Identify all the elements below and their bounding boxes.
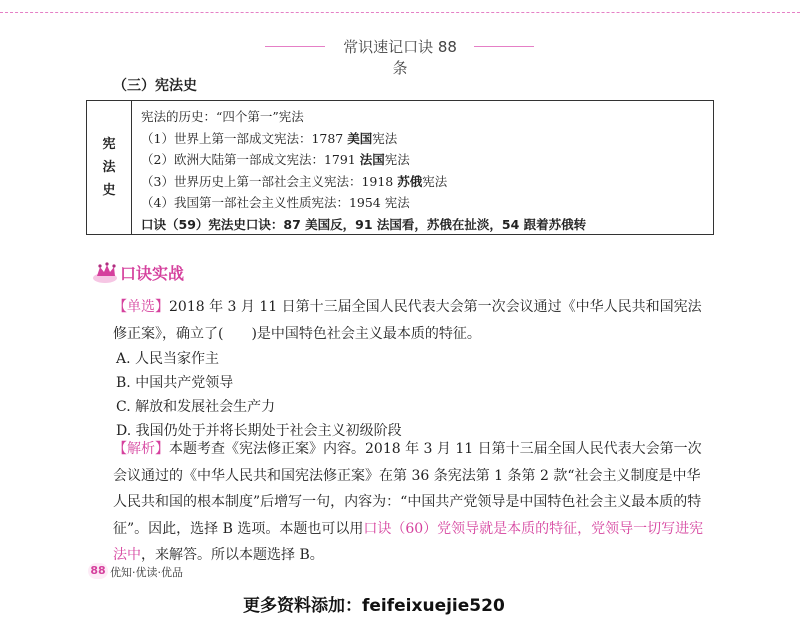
question-text [113,294,713,348]
option-b: B. 中国共产党领导 [116,375,234,391]
table-row-segment: 法国 [359,152,385,167]
question-body: 2018 年 3 月 11 日第十三届全国人民代表大会第一次会议通过《中华人民共和国宪法修正案》，确立了( )是中国特色社会主义最本质的特征。 [113,299,702,342]
table-row-segment: 口诀（59）宪法史口诀：87 美国反，91 法国看，苏俄在扯淡，54 跟着苏俄转 [141,216,587,232]
table-row-segment: （3）世界历史上第一部社会主义宪法：1918 [141,173,398,189]
left-label-char: 宪 [102,137,116,152]
table-row [141,128,707,150]
table-row [141,214,707,236]
table-row [141,192,707,214]
table-row-segment: 宪法 [384,152,410,167]
top-dashed-rule [0,12,800,13]
table-row [141,106,707,128]
option-a: A. 人民当家作主 [116,351,220,367]
analysis-body: 本题考查《宪法修正案》内容。2018 年 3 月 11 日第十三届全国人民代表大会第一次会议通过的《中华人民共和国宪法修正案》在第 36 条宪法第 1 条第 2 款“社会主义制度是中华人民共和国的根本制度”后增写一句，内容为：“中国共产党领导是中国特色社会主义最本质的特征”。因此，选择 B 选项。本题也可以用 [113,441,702,537]
section-title: （三）宪法史 [113,78,197,94]
table-row-segment: 宪法的历史：“四个第一”宪法 [141,109,304,124]
crown-icon [92,260,120,284]
constitution-history-table [86,100,714,235]
table-content [141,106,707,235]
option-c: C. 解放和发展社会生产力 [116,399,276,415]
analysis-text [113,436,713,569]
table-row [141,171,707,193]
analysis-mnemonic: 口诀（60）党领导就是本质的特征，党领导一切写进宪法中 [113,520,704,563]
table-row-segment: 宪法 [422,173,448,189]
analysis-tag: 【解析】 [113,441,169,457]
table-row-segment: 宪法 [372,130,398,146]
table-row [141,149,707,171]
table-left-label [87,101,132,234]
footer-ad-text: 更多资料添加：feifeixuejie520 [243,596,505,616]
option-d: D. 我国仍处于并将长期处于社会主义初级阶段 [116,423,402,439]
footer-brand: 优知·优读·优品 [110,566,183,579]
table-row-segment: 苏俄 [397,173,423,189]
page-header [0,36,800,77]
table-row-segment: （2）欧洲大陆第一部成文宪法：1791 [141,152,360,167]
practice-heading [92,260,242,284]
page-number: 88 [88,563,108,579]
header-title: 常识速记口诀 88 条 [343,38,457,77]
practice-label: 口诀实战 [120,264,185,283]
header-rule-right [474,46,534,47]
table-row-segment: 美国 [347,130,373,146]
question-tag: 【单选】 [113,299,169,315]
left-label-char: 史 [102,183,116,198]
analysis-tail: ，来解答。所以本题选择 B。 [141,547,324,563]
left-label-char: 法 [102,160,116,175]
header-rule-left [265,46,325,47]
table-row-segment: （1）世界上第一部成文宪法：1787 [141,130,348,146]
table-row-segment: （4）我国第一部社会主义性质宪法：1954 宪法 [141,195,410,210]
